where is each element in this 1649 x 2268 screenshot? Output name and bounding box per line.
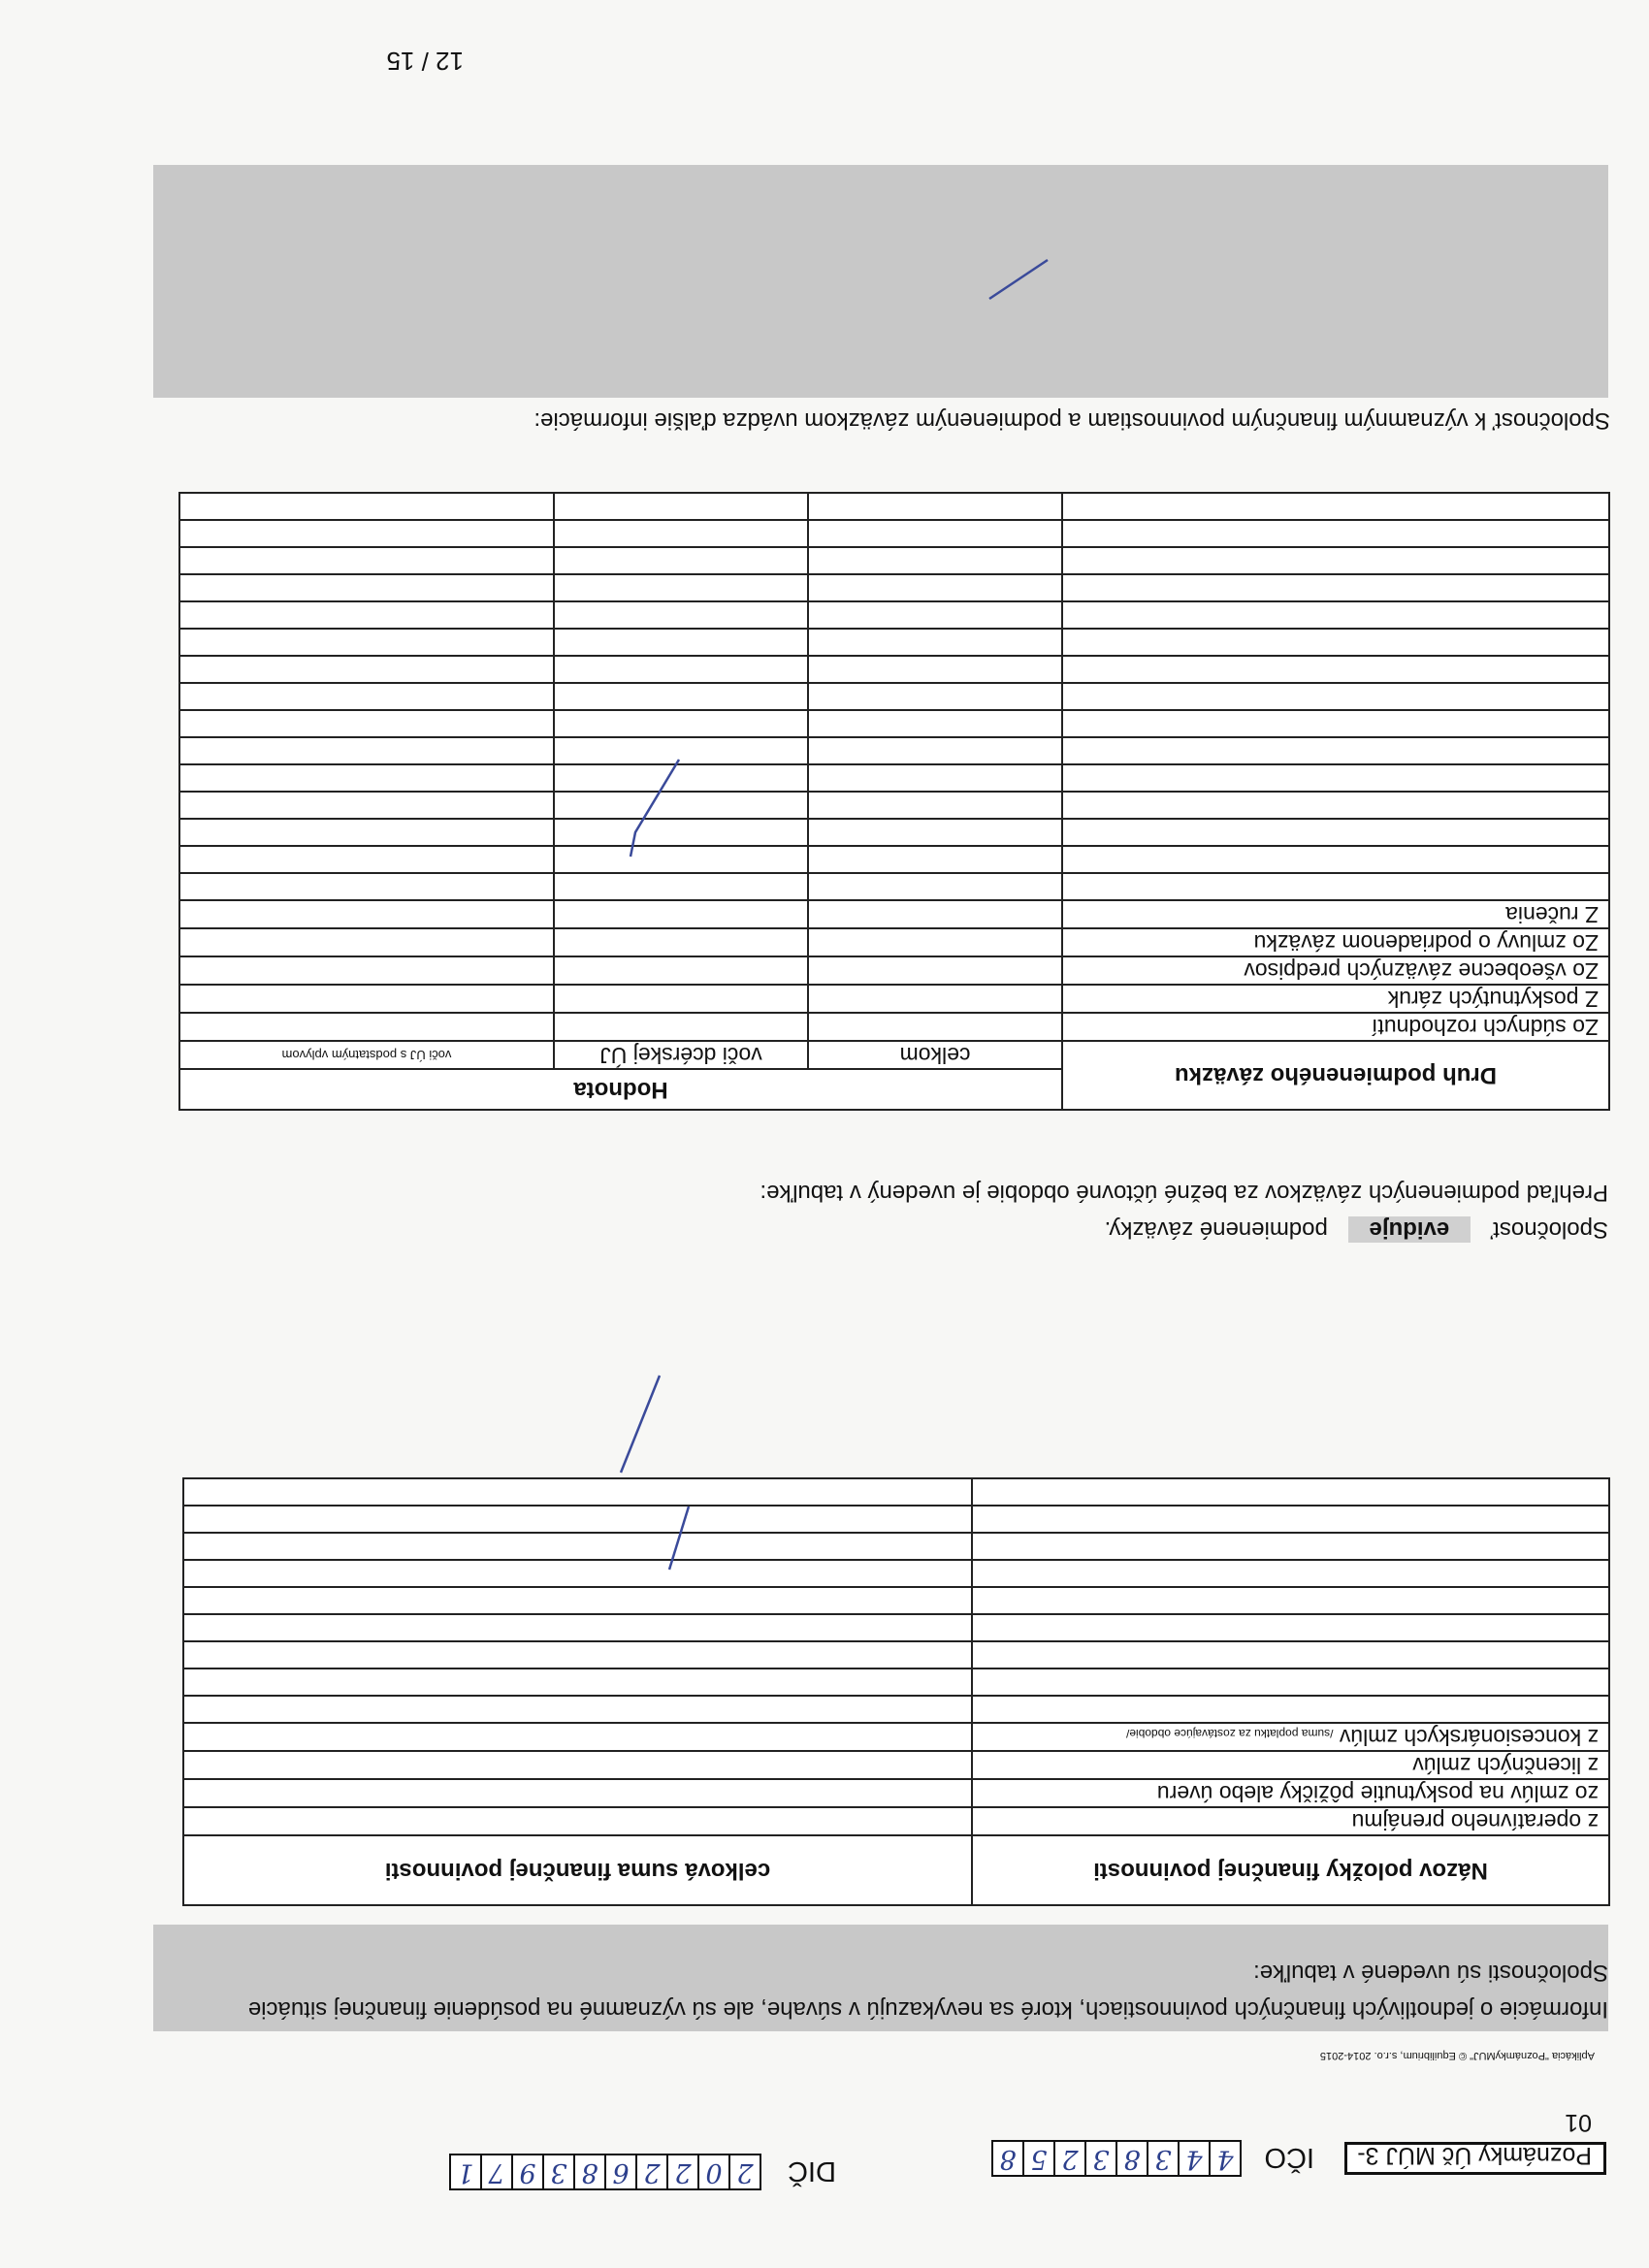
digit-box: 8 <box>999 2144 1017 2174</box>
row-label: Zo súdnych rozhodnutí <box>1062 1013 1609 1041</box>
row-label: z licenčných zmlúv <box>972 1751 1609 1779</box>
row-label-main: z koncesionárskych zmlúv <box>1333 1725 1599 1750</box>
col-name-header: Názov položky finančnej povinnosti <box>972 1835 1609 1905</box>
evidence-value: eviduje <box>1348 1216 1471 1243</box>
footer-text: Spoločnosť k významným finančným povinnostiam a podmieneným záväzkom uvádza ďalšie informácie: <box>534 407 1610 434</box>
row-label: Z poskytnutých záruk <box>1062 985 1609 1013</box>
row-label: zo zmlúv na poskytnutie pôžičky alebo úveru <box>972 1779 1609 1807</box>
row-label: z operatívneho prenájmu <box>972 1807 1609 1835</box>
digit-box: 8 <box>1116 2142 1147 2175</box>
strike-mark <box>630 760 679 857</box>
digit-box: 2 <box>1053 2142 1084 2175</box>
digit-box: 6 <box>604 2155 635 2188</box>
row-label: Z ručenia <box>1062 900 1609 928</box>
digit-box: 1 <box>457 2157 474 2187</box>
form-id: Poznámky Úč MÚJ 3-01 <box>1344 2142 1606 2175</box>
strike-mark <box>989 260 1048 299</box>
digit-box: 8 <box>573 2155 604 2188</box>
sub-total-header: celkom <box>808 1041 1062 1069</box>
digit-box: 4 <box>1178 2142 1209 2175</box>
row-label: Zo všeobecne záväzných predpisov <box>1062 956 1609 985</box>
digit-box: 3 <box>542 2155 573 2188</box>
strike-mark <box>621 1376 660 1473</box>
sub-daughter-header: voči dcérskej ÚJ <box>554 1041 808 1069</box>
col-type-header: Druh podmieneného záväzku <box>1062 1041 1609 1110</box>
digit-box: 2 <box>666 2155 697 2188</box>
digit-box: 3 <box>1084 2142 1116 2175</box>
digit-box: 9 <box>511 2155 542 2188</box>
sub-influence-header: voči ÚJ s podstatným vplyvom <box>179 1041 554 1069</box>
ico-label: IČO <box>1264 2142 1314 2173</box>
page-number: 12 / 15 <box>386 47 464 76</box>
digit-box: 5 <box>1022 2142 1053 2175</box>
financial-intro: Informácie o jednotlivých finančných povinnostiach, ktoré sa nevykazujú v súvahe, ale sú významné na posúdenie finančnej situácie Spoločnosti sú uvedené v tabuľke: <box>247 1960 1608 2023</box>
company-label: Spoločnosť <box>1490 1216 1608 1243</box>
digit-box: 0 <box>697 2155 728 2188</box>
statement-rest: podmienené záväzky. <box>1104 1216 1328 1243</box>
dic-label: DIČ <box>788 2155 836 2187</box>
col-value-header: Hodnota <box>179 1069 1062 1110</box>
digit-box: 2 <box>635 2155 666 2188</box>
row-label-note: /suma poplatku za zostávajúce obdobie/ <box>1125 1727 1334 1740</box>
digit-box: 2 <box>728 2155 760 2188</box>
contingent-overview: Prehľad podmienených záväzkov za bežné účtovné obdobie je uvedený v tabuľke: <box>760 1180 1608 1206</box>
col-sum-header: celková suma finančnej povinnosti <box>183 1835 972 1905</box>
digit-box: 4 <box>1209 2142 1240 2175</box>
digit-box: 7 <box>480 2155 511 2188</box>
digit-box: 3 <box>1147 2142 1178 2175</box>
app-note: Aplikácia "PoznámkyMUJ" © Equilibrium, s.r.o. 2014-2015 <box>1319 2050 1595 2061</box>
row-label: Zo zmluvy o podriadenom záväzku <box>1062 928 1609 956</box>
strike-mark <box>669 1507 689 1570</box>
